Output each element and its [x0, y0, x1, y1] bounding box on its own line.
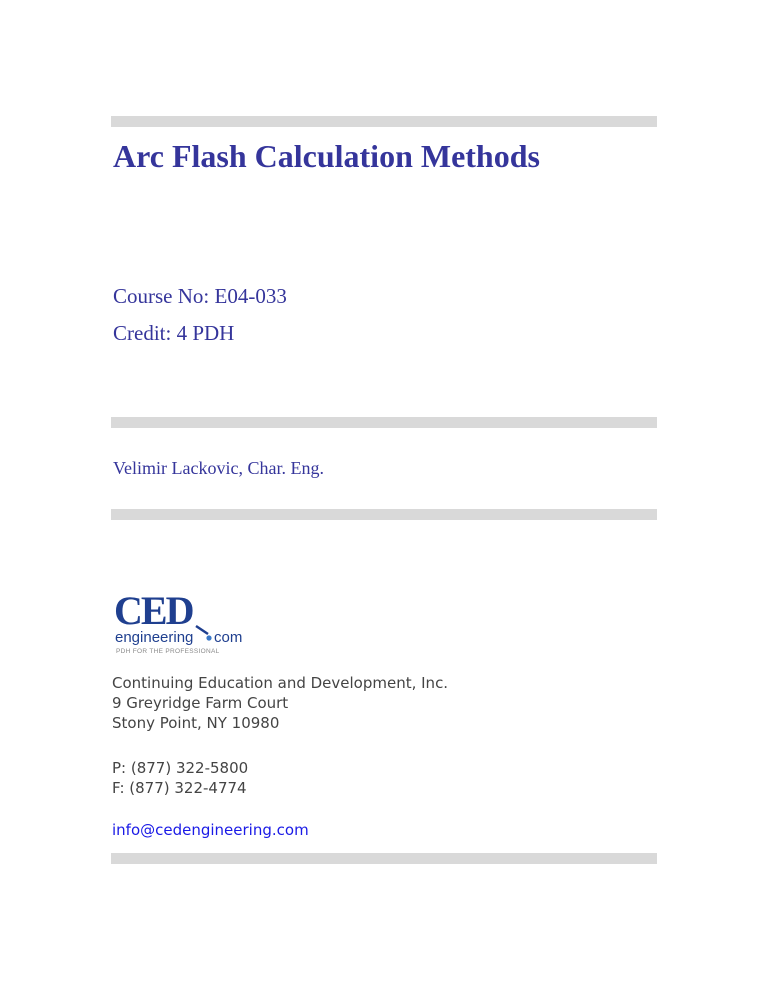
divider-lower — [111, 509, 657, 520]
course-credit: Credit: 4 PDH — [113, 321, 235, 345]
divider-middle — [111, 417, 657, 428]
author-name: Velimir Lackovic, Char. Eng. — [113, 458, 324, 478]
phone-number: P: (877) 322-5800 — [112, 759, 249, 777]
svg-text:CED: CED — [114, 590, 193, 633]
svg-text:engineering: engineering — [115, 629, 194, 646]
svg-text:PDH FOR THE PROFESSIONAL: PDH FOR THE PROFESSIONAL — [116, 648, 220, 655]
fax-number: F: (877) 322-4774 — [112, 779, 247, 797]
divider-bottom — [111, 853, 657, 864]
document-title: Arc Flash Calculation Methods — [113, 138, 540, 174]
course-number: Course No: E04-033 — [113, 284, 287, 308]
divider-top — [111, 116, 657, 127]
email-link[interactable]: info@cedengineering.com — [112, 821, 309, 839]
organization-name: Continuing Education and Development, Inc. — [112, 674, 449, 692]
address-city: Stony Point, NY 10980 — [112, 714, 280, 732]
ced-engineering-logo — [112, 590, 262, 658]
svg-text:com: com — [214, 629, 243, 646]
address-street: 9 Greyridge Farm Court — [112, 694, 289, 712]
